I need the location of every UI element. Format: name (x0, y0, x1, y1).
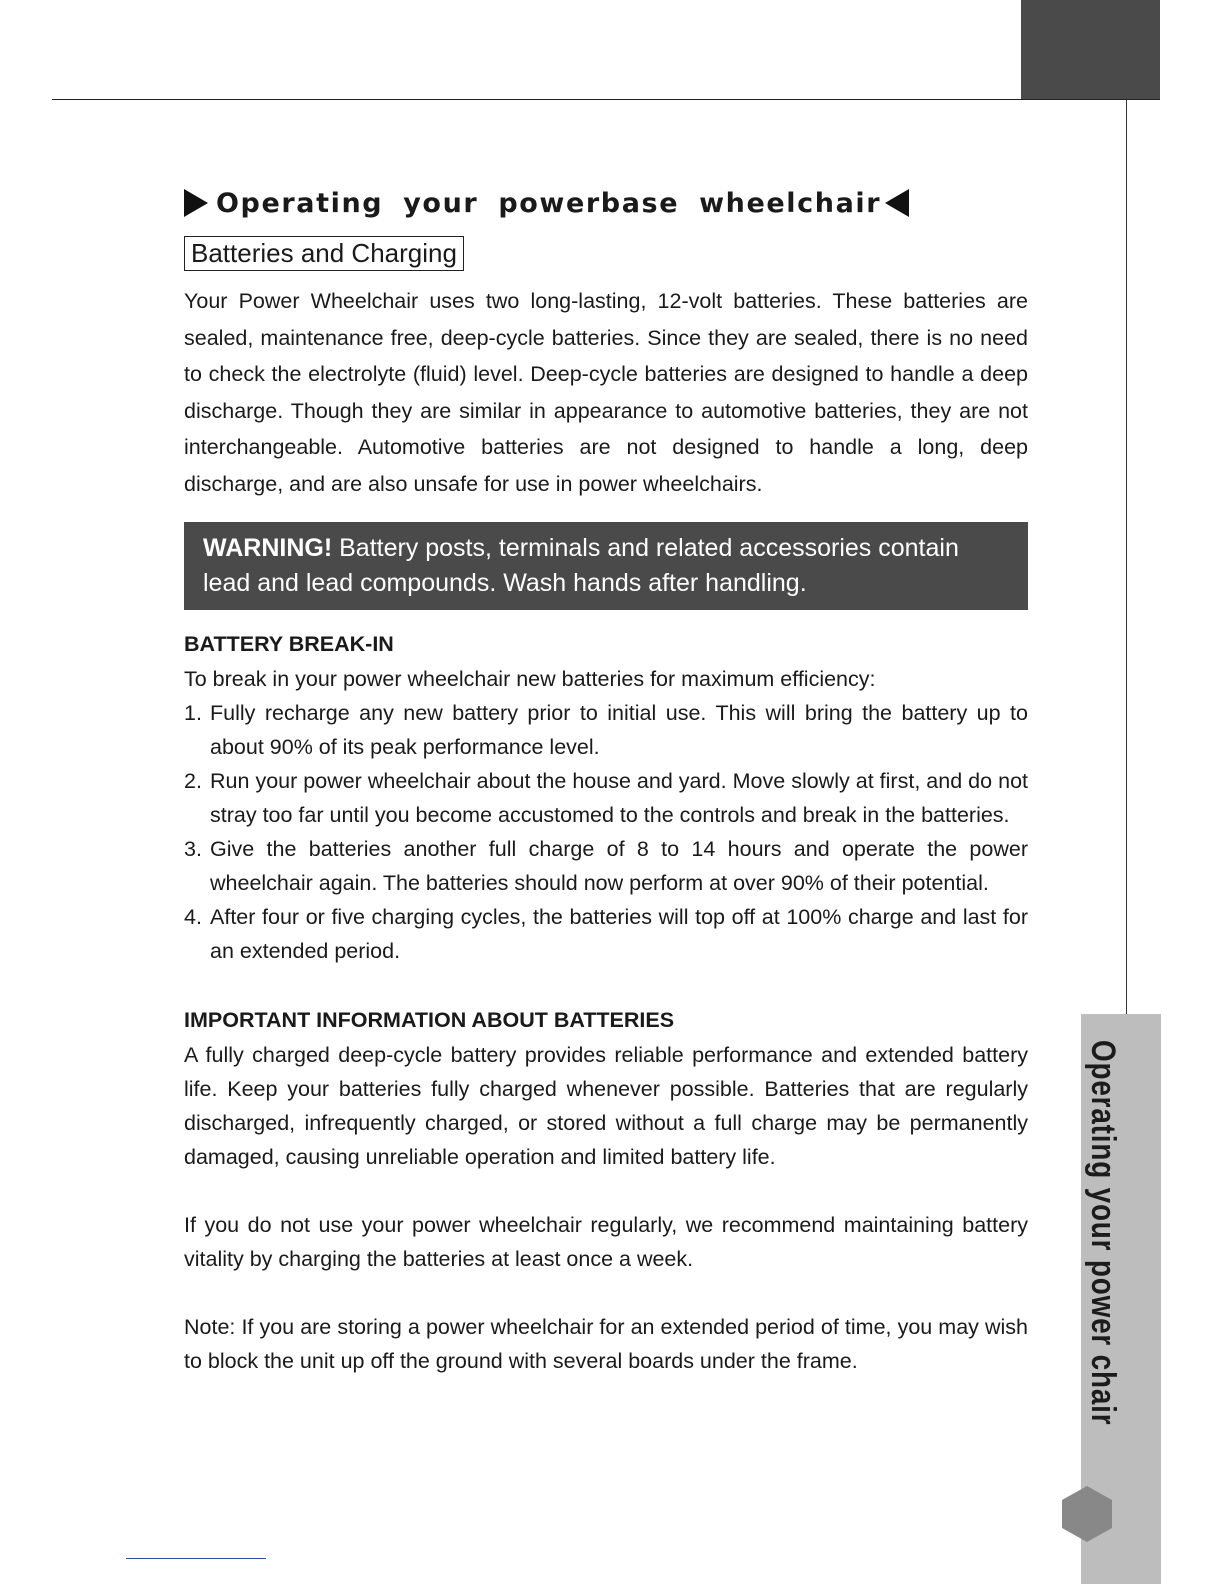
list-item (184, 764, 1028, 832)
important-paragraph-1: A fully charged deep-cycle battery provides reliable performance and extended battery life. Keep your batteries fully charged whenever possible. Batteries that are regularly discharged, infrequently charged, or stored without a full charge may be permanently damaged, causing unreliable operation and limited battery life. (184, 1043, 1028, 1169)
list-item (184, 696, 1028, 764)
header-rule (52, 99, 1160, 100)
warning-label: WARNING! (203, 534, 333, 562)
triangle-right-icon (184, 189, 208, 217)
boxed-title: Batteries and Charging (184, 236, 464, 271)
step-text: Fully recharge any new battery prior to initial use. This will bring the battery up to about 90% of its peak performance level. (210, 701, 1028, 759)
list-item (184, 900, 1028, 968)
step-number: 2. (184, 769, 202, 793)
list-item (184, 832, 1028, 900)
break-in-intro: To break in your power wheelchair new batteries for maximum efficiency: (184, 667, 876, 691)
step-text: Give the batteries another full charge of 8 to 14 hours and operate the power wheelchair again. The batteries should now perform at over 90% of their potential. (210, 837, 1028, 895)
side-rule (1126, 100, 1127, 1014)
step-text: After four or five charging cycles, the batteries will top off at 100% charge and last for an extended period. (210, 905, 1028, 963)
important-paragraph-3: Note: If you are storing a power wheelchair for an extended period of time, you may wish to block the unit up off the ground with several boards under the frame. (184, 1315, 1028, 1373)
corner-block (1021, 0, 1160, 100)
triangle-left-icon (885, 189, 909, 217)
break-in-steps (184, 696, 1028, 968)
step-number: 1. (184, 701, 202, 725)
hexagon-page-marker-icon (1060, 1484, 1114, 1544)
break-in-heading: BATTERY BREAK-IN (184, 632, 394, 656)
warning-box (184, 522, 1028, 610)
intro-paragraph: Your Power Wheelchair uses two long-lasting, 12-volt batteries. These batteries are sealed, maintenance free, deep-cycle batteries. Since they are sealed, there is no need to check the electrolyte (fluid) level. Deep-cycle batteries are designed to handle a deep discharge. Though they are similar in appearance to automotive batteries, they are not interchangeable. Automotive batteries are not designed to handle a long, deep discharge, and are also unsafe for use in power wheelchairs. (184, 289, 1028, 496)
step-text: Run your power wheelchair about the house and yard. Move slowly at first, and do not stray too far until you become accustomed to the controls and break in the batteries. (210, 769, 1028, 827)
page-content (184, 180, 1028, 1378)
section-heading-text: Operating your powerbase wheelchair (216, 187, 882, 219)
warning-text: Battery posts, terminals and related accessories contain lead and lead compounds. Wash hands after handling. (203, 534, 959, 597)
important-paragraph-2: If you do not use your power wheelchair regularly, we recommend maintaining battery vitality by charging the batteries at least once a week. (184, 1213, 1028, 1271)
side-tab-label: Operating your power chair (1084, 1040, 1122, 1426)
footer-underline (126, 1558, 266, 1559)
section-heading (184, 180, 1028, 226)
important-heading: IMPORTANT INFORMATION ABOUT BATTERIES (184, 1008, 675, 1032)
step-number: 4. (184, 905, 202, 929)
step-number: 3. (184, 837, 202, 861)
